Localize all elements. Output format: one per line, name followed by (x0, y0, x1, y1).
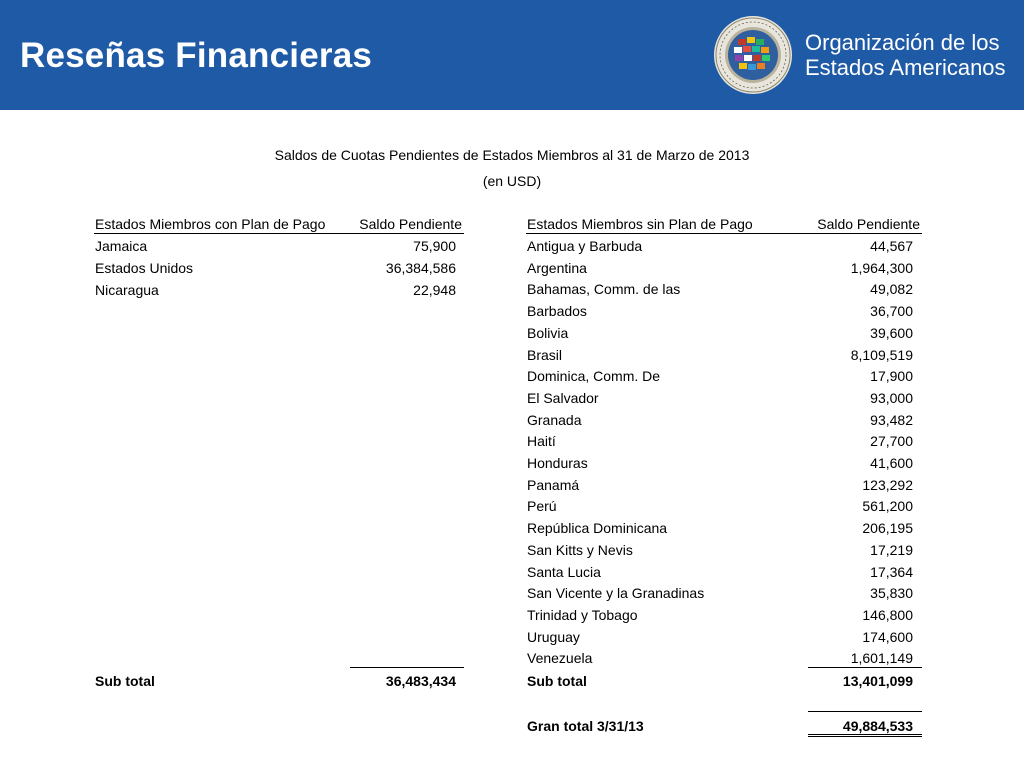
table-row-country: Granada (527, 411, 582, 428)
right-subtotal-divider (808, 667, 922, 668)
right-subtotal-value: 13,401,099 (842, 673, 913, 689)
table-row-balance: 561,200 (862, 498, 913, 515)
right-header-balance: Saldo Pendiente (817, 216, 920, 232)
header-banner (0, 0, 1024, 110)
table-row-balance: 1,964,300 (850, 259, 913, 276)
table-row-balance: 39,600 (870, 324, 913, 341)
table-row-balance: 8,109,519 (850, 346, 913, 363)
table-row-balance: 44,567 (870, 238, 913, 254)
table-row-country: San Kitts y Nevis (527, 541, 633, 558)
table-row-balance: 1,601,149 (850, 650, 913, 667)
table-row-balance: 27,700 (870, 433, 913, 450)
table-row-balance: 22,948 (413, 282, 456, 298)
table-row-balance: 206,195 (862, 520, 913, 537)
oas-seal-icon (713, 15, 793, 95)
table-row-country: San Vicente y la Granadinas (527, 585, 705, 602)
left-header-divider (94, 233, 464, 234)
table-row-balance: 75,900 (413, 238, 456, 254)
org-name-line1: Organización de los (805, 30, 1000, 55)
table-row-country: Honduras (527, 455, 588, 471)
left-subtotal-divider (350, 667, 464, 668)
grand-total-double-rule-2 (808, 736, 922, 737)
table-row-country: Brasil (527, 346, 563, 363)
table-row-country: Uruguay (527, 628, 580, 645)
table-row-country: Perú (527, 498, 557, 515)
report-title: Saldos de Cuotas Pendientes de Estados Miembros al 31 de Marzo de 2013 (274, 147, 750, 163)
grand-total-value: 49,884,533 (842, 718, 913, 734)
table-row-country: Bahamas, Comm. de las (527, 281, 681, 298)
left-header-country: Estados Miembros con Plan de Pago (95, 216, 326, 232)
table-row-country: República Dominicana (527, 520, 668, 537)
table-row-country: Nicaragua (95, 282, 159, 298)
table-row-country: Santa Lucia (527, 563, 601, 580)
grand-total-double-rule-1 (808, 734, 922, 735)
table-row-country: Antigua y Barbuda (527, 238, 643, 254)
table-row-balance: 17,219 (870, 541, 913, 558)
table-row-balance: 17,900 (870, 368, 913, 385)
table-row-country: El Salvador (527, 389, 599, 406)
table-row-balance: 17,364 (870, 563, 913, 580)
right-subtotal-label: Sub total (527, 673, 587, 689)
org-name-line2: Estados Americanos (805, 55, 1006, 80)
table-row-balance: 93,482 (870, 411, 913, 428)
table-row-country: Dominica, Comm. De (527, 368, 661, 385)
table-row-balance: 49,082 (870, 281, 913, 298)
right-header-country: Estados Miembros sin Plan de Pago (527, 216, 753, 232)
grand-total-top-divider (808, 711, 922, 712)
table-row-balance: 146,800 (862, 606, 913, 623)
table-row-country: Estados Unidos (95, 260, 194, 276)
table-row-balance: 174,600 (862, 628, 913, 645)
table-row-country: Haití (527, 433, 556, 450)
grand-total-label: Gran total 3/31/13 (527, 718, 644, 734)
left-header-balance: Saldo Pendiente (359, 216, 462, 232)
table-row-country: Panamá (527, 476, 580, 493)
organization-name (805, 30, 1006, 80)
table-row-country: Trinidad y Tobago (527, 606, 638, 623)
table-row-balance: 36,700 (870, 303, 913, 320)
page-title: Reseñas Financieras (20, 36, 373, 75)
table-row-country: Argentina (527, 259, 587, 276)
left-subtotal-label: Sub total (95, 673, 155, 689)
table-row-country: Bolivia (527, 324, 569, 341)
table-row-balance: 36,384,586 (385, 260, 456, 276)
table-row-country: Jamaica (95, 238, 148, 254)
left-subtotal-value: 36,483,434 (385, 673, 456, 689)
table-row-country: Barbados (527, 303, 587, 320)
right-header-divider (526, 233, 922, 234)
table-row-country: Venezuela (527, 650, 593, 667)
table-row-balance: 93,000 (870, 389, 913, 406)
currency-note: (en USD) (482, 173, 542, 189)
table-row-balance: 123,292 (862, 476, 913, 493)
table-row-balance: 35,830 (870, 585, 913, 602)
table-row-balance: 41,600 (870, 455, 913, 471)
